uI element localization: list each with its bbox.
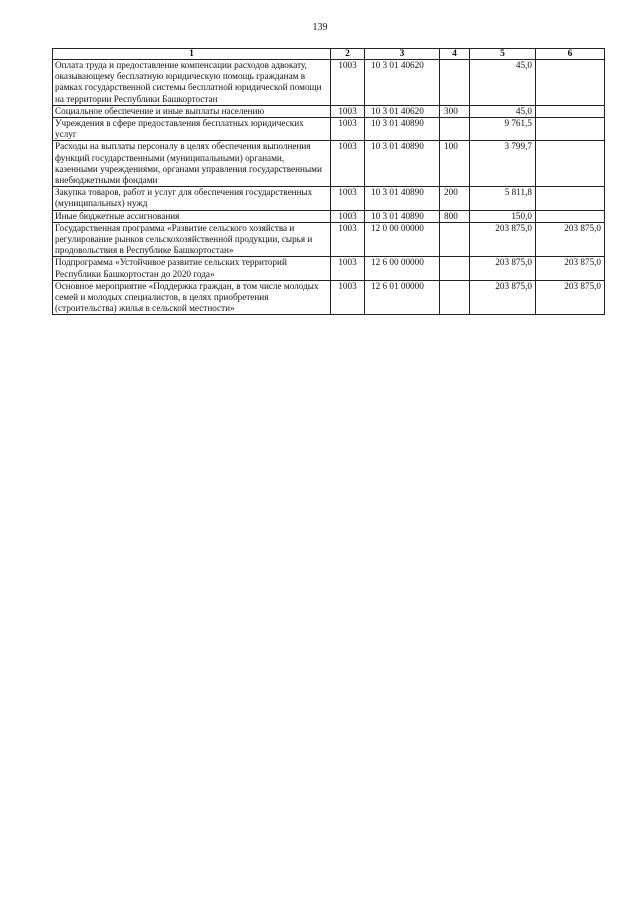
row-expense-type: 100 (440, 141, 470, 187)
header-col-2: 2 (331, 49, 365, 60)
row-amount-2: 203 875,0 (536, 222, 605, 257)
table-row (53, 187, 605, 210)
row-target-article: 10 3 01 40890 (365, 210, 440, 222)
row-expense-type (440, 222, 470, 257)
row-amount-1: 3 799,7 (470, 141, 536, 187)
table-row (53, 280, 605, 315)
row-section-code: 1003 (331, 222, 365, 257)
header-col-6: 6 (536, 49, 605, 60)
row-amount-1: 9 761,5 (470, 118, 536, 141)
header-col-1: 1 (53, 49, 331, 60)
row-amount-1: 203 875,0 (470, 280, 536, 315)
budget-table (52, 48, 605, 315)
table-row (53, 257, 605, 280)
row-target-article: 10 3 01 40620 (365, 60, 440, 106)
header-col-3: 3 (365, 49, 440, 60)
table-row (53, 118, 605, 141)
row-target-article: 12 0 00 00000 (365, 222, 440, 257)
row-amount-2: 203 875,0 (536, 257, 605, 280)
row-name: Иные бюджетные ассигнования (53, 210, 331, 222)
row-section-code: 1003 (331, 210, 365, 222)
row-expense-type (440, 257, 470, 280)
row-name: Закупка товаров, работ и услуг для обеспечения государственных (муниципальных) нужд (53, 187, 331, 210)
row-amount-2 (536, 60, 605, 106)
row-expense-type: 200 (440, 187, 470, 210)
table-row (53, 60, 605, 106)
row-section-code: 1003 (331, 280, 365, 315)
row-expense-type (440, 118, 470, 141)
table-row (53, 222, 605, 257)
row-section-code: 1003 (331, 141, 365, 187)
row-section-code: 1003 (331, 118, 365, 141)
row-amount-2 (536, 141, 605, 187)
row-name: Основное мероприятие «Поддержка граждан, в том числе молодых семей и молодых специалистов, в целях приобретения (строительства) жилья в сельской местности» (53, 280, 331, 315)
row-name: Государственная программа «Развитие сельского хозяйства и регулирование рынков сельскохозяйственной продукции, сырья и продовольствия в Республике Башкортостан» (53, 222, 331, 257)
row-section-code: 1003 (331, 105, 365, 117)
row-amount-2 (536, 118, 605, 141)
row-section-code: 1003 (331, 257, 365, 280)
page-number: 139 (312, 22, 328, 33)
table-row (53, 105, 605, 117)
row-section-code: 1003 (331, 60, 365, 106)
header-col-4: 4 (440, 49, 470, 60)
row-section-code: 1003 (331, 187, 365, 210)
row-name: Оплата труда и предоставление компенсации расходов адвокату, оказывающему бесплатную юридическую помощь гражданам в рамках государственной системы бесплатной юридической помощи на территории Республики Башкортостан (53, 60, 331, 106)
row-target-article: 10 3 01 40890 (365, 141, 440, 187)
row-amount-2 (536, 105, 605, 117)
row-amount-1: 45,0 (470, 105, 536, 117)
row-amount-1: 203 875,0 (470, 257, 536, 280)
row-target-article: 12 6 00 00000 (365, 257, 440, 280)
row-amount-1: 45,0 (470, 60, 536, 106)
row-amount-2 (536, 187, 605, 210)
row-name: Подпрограмма «Устойчивое развитие сельских территорий Республики Башкортостан до 2020 года» (53, 257, 331, 280)
row-amount-1: 5 811,8 (470, 187, 536, 210)
row-target-article: 10 3 01 40620 (365, 105, 440, 117)
table-header-row (53, 49, 605, 60)
table-row (53, 210, 605, 222)
row-expense-type (440, 280, 470, 315)
row-target-article: 10 3 01 40890 (365, 187, 440, 210)
row-target-article: 10 3 01 40890 (365, 118, 440, 141)
row-amount-2: 203 875,0 (536, 280, 605, 315)
table-row (53, 141, 605, 187)
row-name: Расходы на выплаты персоналу в целях обеспечения выполнения функций государственными (муниципальными) органами, казенными учреждениями, органами управления государственными внебюджетными фондами (53, 141, 331, 187)
header-col-5: 5 (470, 49, 536, 60)
row-expense-type (440, 60, 470, 106)
row-expense-type: 800 (440, 210, 470, 222)
row-amount-1: 150,0 (470, 210, 536, 222)
row-expense-type: 300 (440, 105, 470, 117)
row-target-article: 12 6 01 00000 (365, 280, 440, 315)
row-amount-1: 203 875,0 (470, 222, 536, 257)
row-name: Социальное обеспечение и иные выплаты населению (53, 105, 331, 117)
row-amount-2 (536, 210, 605, 222)
row-name: Учреждения в сфере предоставления бесплатных юридических услуг (53, 118, 331, 141)
